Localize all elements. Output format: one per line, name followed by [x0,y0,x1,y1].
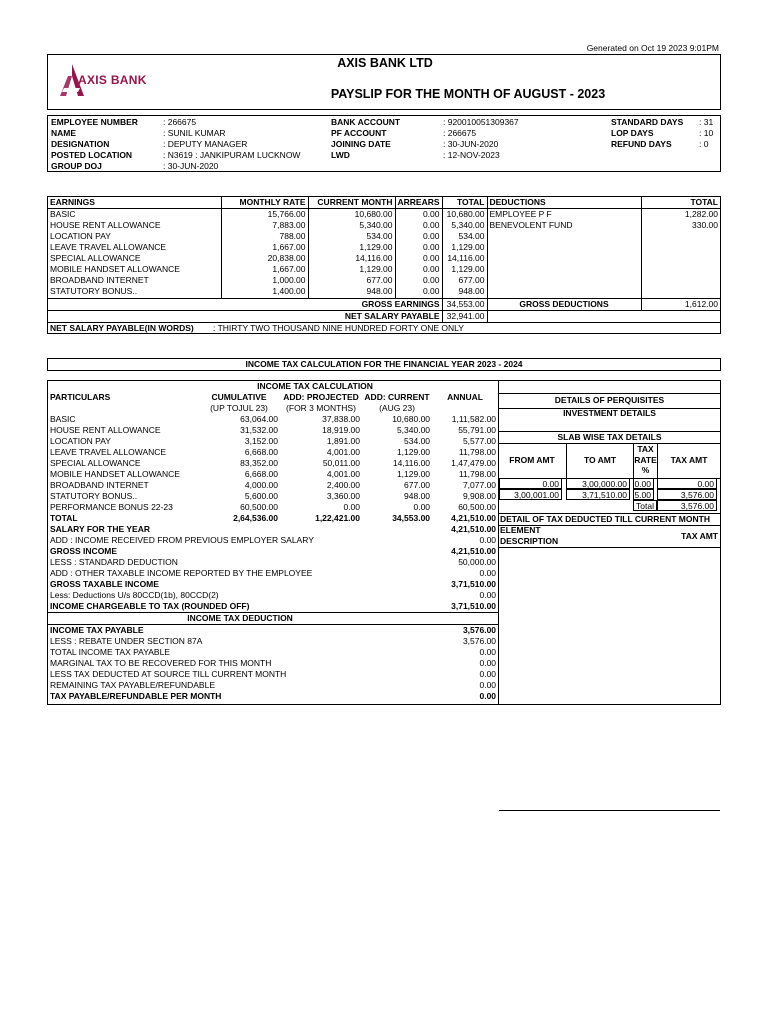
earnings-cell: BASIC [50,209,76,219]
tax-summary-row [48,568,498,579]
field-value: : 0 [699,139,709,149]
tax-summary-row-cell: ADD : INCOME RECEIVED FROM PREVIOUS EMPLOYER SALARY [50,535,314,545]
earnings-header: TOTAL [442,197,487,209]
slab-total-value: 3,576.00 [657,500,717,511]
earnings-cell [641,242,720,253]
tax-summary-row-cell: LESS : STANDARD DEDUCTION [50,557,178,567]
tax-summary-row [48,524,498,535]
net-words-label: NET SALARY PAYABLE(IN WORDS) [50,323,194,333]
tds-title: DETAIL OF TAX DEDUCTED TILL CURRENT MONTH [499,513,721,526]
tax-summary-row-cell: 4,21,510.00 [451,546,497,556]
earnings-cell: 1,129.00 [308,242,395,253]
earnings-cell: MOBILE HANDSET ALLOWANCE [50,264,180,274]
tax-deduction-row-cell: REMAINING TAX PAYABLE/REFUNDABLE [50,680,216,690]
tax-summary-row-cell: 3,71,510.00 [451,579,497,589]
earnings-cell: 10,680.00 [442,209,487,221]
earnings-cell [641,275,720,286]
earnings-cell: LOCATION PAY [50,231,111,241]
earnings-cell: 5,340.00 [442,220,487,231]
earnings-cell: 5,340.00 [308,220,395,231]
earnings-row [48,264,720,275]
tax-calc-row-cell: 2,400.00 [326,480,360,490]
tax-calc-row-cell: 1,47,479.00 [451,458,497,468]
earnings-deductions [47,196,721,334]
tax-deduction-row-cell: 0.00 [479,658,497,668]
earnings-cell [487,264,641,275]
earnings-cell [641,253,720,264]
earnings-header: TOTAL [641,197,720,209]
employee-field [611,117,713,128]
earnings-row [48,231,720,242]
earnings-cell: 15,766.00 [221,209,308,221]
tax-calc-row-cell: 83,352.00 [240,458,278,468]
field-value: : N3619 : JANKIPURAM LUCKNOW [163,150,301,160]
earnings-cell [487,275,641,286]
slab-cell: 3,00,000.00 [566,478,630,489]
tax-calc-row-cell: STATUTORY BONUS.. [50,491,138,501]
header-box [47,54,721,110]
tax-calc-row-cell: 3,152.00 [244,436,278,446]
field-label: JOINING DATE [331,139,391,149]
tax-deduction-row-cell: TOTAL INCOME TAX PAYABLE [50,647,170,657]
tax-calc-row-cell: MOBILE HANDSET ALLOWANCE [50,469,180,479]
earnings-cell: 0.00 [395,264,442,275]
employee-field [51,128,226,139]
earnings-cell: SPECIAL ALLOWANCE [50,253,141,263]
earnings-cell: 20,838.00 [221,253,308,264]
tax-summary-row [48,601,498,613]
field-label: STANDARD DAYS [611,117,684,127]
slab-header-cell: FROM AMT [509,455,555,465]
tax-calc-subheader-cell: (AUG 23) [379,403,415,413]
tax-calc-row-cell: 1,129.00 [396,447,431,457]
field-label: DESIGNATION [51,139,110,149]
earnings-cell: 1,667.00 [221,242,308,253]
tax-deduction-row-cell: INCOME TAX PAYABLE [50,625,144,635]
employee-field [331,150,500,161]
tax-deduction-row-cell: LESS : REBATE UNDER SECTION 87A [50,636,203,646]
earnings-cell [641,231,720,242]
earnings-cell: 788.00 [221,231,308,242]
tax-calc-header-cell: ANNUAL [447,392,483,402]
tax-calc-total-cell: TOTAL [50,513,78,523]
tax-calc-row [48,414,498,425]
earnings-header: ARREARS [395,197,442,209]
earnings-cell [641,264,720,275]
earnings-cell: 1,129.00 [308,264,395,275]
tax-calc-row-cell: 4,001.00 [326,447,360,457]
tax-calc-row-cell: SPECIAL ALLOWANCE [50,458,141,468]
tax-summary-row-cell: GROSS INCOME [50,546,118,556]
payslip-title: PAYSLIP FOR THE MONTH OF AUGUST - 2023 [330,87,606,101]
slab-total-label: Total [633,500,657,511]
earnings-cell: 0.00 [395,209,442,221]
tax-calc-header-cell: ADD: CURRENT [364,392,430,402]
field-label: REFUND DAYS [611,139,672,149]
right-panel [498,380,721,705]
tax-calc-total-cell: 4,21,510.00 [451,513,497,523]
tax-calc-row [48,491,498,502]
tax-deduction-title-cell [432,613,498,625]
earnings-cell: 14,116.00 [308,253,395,264]
tax-calc-subheader [48,403,498,414]
employee-field [51,139,247,150]
tax-calc-row-cell: 6,668.00 [244,447,278,457]
earnings-cell: BROADBAND INTERNET [50,275,149,285]
tax-deduction-row-cell: 0.00 [479,680,497,690]
earnings-row [48,209,720,221]
employee-field [51,161,218,172]
tax-calc-row [48,469,498,480]
earnings-cell: EMPLOYEE P F [487,209,641,221]
tax-summary-row-cell: 4,21,510.00 [451,524,497,534]
slab-cell: 3,576.00 [657,489,717,500]
tds-description: DESCRIPTION [500,536,559,546]
tax-deduction-title [48,613,498,625]
field-value: : 30-JUN-2020 [443,139,499,149]
tax-summary-row-cell: SALARY FOR THE YEAR [50,524,150,534]
tax-deduction-row [48,691,498,702]
tax-calc-row-cell: 0.00 [413,502,431,512]
tds-tax-amt: TAX AMT [681,531,718,541]
net-salary-words [48,323,720,335]
field-value: : 10 [699,128,714,138]
gross-earnings-label: GROSS EARNINGS [48,299,442,311]
field-value: : 266675 [443,128,477,138]
tax-summary-row-cell: 0.00 [479,535,497,545]
earnings-cell: 10,680.00 [308,209,395,221]
field-value: : 31 [699,117,714,127]
earnings-cell: 1,129.00 [442,242,487,253]
tax-summary-row-cell: Less: Deductions U/s 80CCD(1b), 80CCD(2) [50,590,219,600]
tax-calc-subheader-cell: (UP TOJUL 23) [210,403,268,413]
earnings-cell: 14,116.00 [442,253,487,264]
tax-calc-box [47,380,499,705]
tax-summary-row-cell: INCOME CHARGEABLE TO TAX (ROUNDED OFF) [50,601,250,611]
employee-field [611,128,713,139]
slab-header-cell: TAX AMT [657,444,720,478]
earnings-cell: 0.00 [395,275,442,286]
tax-calc-subheader-cell [48,403,198,414]
tax-calc-row-cell: 5,600.00 [244,491,278,501]
earnings-cell: 948.00 [442,286,487,297]
tax-deduction-row-cell: TAX PAYABLE/REFUNDABLE PER MONTH [50,691,222,701]
tax-deduction-row-cell: 0.00 [479,669,497,679]
earnings-cell: 1,667.00 [221,264,308,275]
tax-deduction-row [48,625,498,637]
net-words-value: : THIRTY TWO THOUSAND NINE HUNDRED FORTY ONE ONLY [213,323,464,333]
company-name: AXIS BANK LTD [337,56,433,70]
slab-header-cell: TO AMT [566,444,633,478]
field-label: EMPLOYEE NUMBER [51,117,138,127]
net-salary-label: NET SALARY PAYABLE [48,311,442,323]
tax-calc-header-cell: ADD: PROJECTED [283,392,359,402]
tax-summary-row [48,546,498,557]
earnings-cell [487,253,641,264]
employee-info [47,115,721,172]
earnings-cell [641,286,720,297]
field-label: GROUP DOJ [51,161,102,171]
earnings-cell: 0.00 [395,253,442,264]
tax-summary-row-cell: 50,000.00 [458,557,497,567]
tax-calc-row [48,447,498,458]
tax-deduction-row [48,636,498,647]
tax-calc-row-cell: 948.00 [404,491,431,501]
field-label: LWD [331,150,350,160]
net-salary-value: 32,941.00 [442,311,487,323]
investment-title: INVESTMENT DETAILS [563,408,656,418]
tax-calc-row-cell: 60,500.00 [458,502,497,512]
earnings-cell: 7,883.00 [221,220,308,231]
tax-calc-row-cell: 4,000.00 [244,480,278,490]
field-label: PF ACCOUNT [331,128,387,138]
tax-calc-subheader-cell [432,403,498,414]
tax-calc-row-cell: 10,680.00 [392,414,431,424]
tax-summary-row [48,535,498,546]
earnings-cell: 0.00 [395,220,442,231]
tax-calc-header-cell: PARTICULARS [50,392,111,402]
tax-calc-row-cell: 14,116.00 [392,458,431,468]
slab-title: SLAB WISE TAX DETAILS [499,431,720,443]
earnings-cell: STATUTORY BONUS.. [50,286,138,296]
tax-calc-title [48,381,498,392]
tax-calc-row-cell: 3,360.00 [326,491,360,501]
slab-row [499,478,720,489]
tax-summary-row [48,590,498,601]
tax-deduction-row-cell: 0.00 [479,647,497,657]
slab-cell: 3,00,001.00 [499,489,562,500]
earnings-cell: 1,129.00 [442,264,487,275]
tax-calc-total-cell: 2,64,536.00 [233,513,278,523]
tax-calc-row-cell: LEAVE TRAVEL ALLOWANCE [50,447,167,457]
field-label: POSTED LOCATION [51,150,133,160]
slab-header-cell: TAX RATE % [633,444,657,478]
tax-calc-row-cell: 9,908.00 [462,491,497,501]
tax-calc-header [48,392,498,403]
tax-calc-row-cell: 7,077.00 [462,480,497,490]
earnings-cell: 0.00 [395,231,442,242]
earnings-row [48,253,720,264]
tax-calc-row-cell: 534.00 [404,436,431,446]
tax-calc-header-cell: CUMULATIVE [211,392,267,402]
perquisites-title: DETAILS OF PERQUISITES [499,393,720,409]
tax-deduction-row [48,658,498,669]
employee-field [611,139,708,150]
tax-calc-row-cell: 5,577.00 [462,436,497,446]
tax-calc-row-cell: BROADBAND INTERNET [50,480,149,490]
tax-calc-row-cell: 4,001.00 [326,469,360,479]
slab-cell: 5.00 [633,489,654,500]
field-label: NAME [51,128,77,138]
employee-field [51,117,196,128]
tax-calc-row-cell: 0.00 [343,502,360,512]
earnings-cell: 534.00 [442,231,487,242]
earnings-cell: 948.00 [308,286,395,297]
slab-row [499,489,720,500]
field-value: : 920010051309367 [443,117,519,127]
slab-cell: 0.00 [657,478,717,489]
field-value: : 12-NOV-2023 [443,150,500,160]
tax-calc-row-cell: 60,500.00 [240,502,278,512]
tax-calc-row-cell: PERFORMANCE BONUS 22-23 [50,502,173,512]
slab-cell: 3,71,510.00 [566,489,630,500]
tds-element: ELEMENT [500,525,541,535]
earnings-table [48,197,720,334]
tax-calc-title-cell [432,381,498,392]
field-value: : DEPUTY MANAGER [163,139,248,149]
earnings-cell: 0.00 [395,286,442,297]
tax-calc-row [48,502,498,513]
tax-calc-row-cell: 37,838.00 [322,414,360,424]
tax-calc-row-cell: 31,532.00 [240,425,278,435]
tax-calc-total [48,513,498,524]
tax-summary-row-cell: GROSS TAXABLE INCOME [50,579,159,589]
earnings-cell [487,242,641,253]
tax-calc-row-cell: 5,340.00 [396,425,431,435]
tax-deduction-row [48,669,498,680]
earnings-row [48,275,720,286]
tax-summary-row-cell: ADD : OTHER TAXABLE INCOME REPORTED BY THE EMPLOYEE [50,568,313,578]
gross-deductions-value: 1,612.00 [641,299,720,311]
earnings-header: EARNINGS [48,197,221,209]
tax-deduction-row [48,647,498,658]
slab-cell: 0.00 [633,478,654,489]
tax-summary-row-cell: 0.00 [479,568,497,578]
earnings-row [48,242,720,253]
field-label: LOP DAYS [611,128,654,138]
earnings-header: CURRENT MONTH [308,197,395,209]
earnings-cell: 677.00 [442,275,487,286]
earnings-cell: HOUSE RENT ALLOWANCE [50,220,161,230]
tax-calc-row-cell: LOCATION PAY [50,436,111,446]
tax-deduction-row-cell: 0.00 [479,691,497,701]
earnings-cell: 1,000.00 [221,275,308,286]
tax-calc-row-cell: 63,064.00 [240,414,278,424]
tax-deduction-title-cell: INCOME TAX DEDUCTION [48,613,432,625]
tax-calc-row-cell: HOUSE RENT ALLOWANCE [50,425,161,435]
tax-calc-row-cell: BASIC [50,414,76,424]
slab-header [499,443,720,479]
tax-calc-title-cell: INCOME TAX CALCULATION [257,381,373,391]
tax-calc-row-cell: 11,798.00 [458,447,497,457]
tax-deduction-row [48,680,498,691]
employee-field [51,150,300,161]
earnings-header: MONTHLY RATE [221,197,308,209]
earnings-header: DEDUCTIONS [487,197,641,209]
earnings-cell: BENEVOLENT FUND [487,220,641,231]
generated-timestamp: Generated on Oct 19 2023 9:01PM [586,43,719,53]
tax-calc-row-cell: 1,891.00 [326,436,360,446]
earnings-row [48,286,720,297]
tax-calc-row-cell: 11,798.00 [458,469,497,479]
earnings-cell [487,231,641,242]
tax-calc-row [48,436,498,447]
earnings-cell [487,286,641,297]
earnings-cell: 677.00 [308,275,395,286]
tax-summary-row [48,579,498,590]
tax-calc-title-cell [48,381,198,392]
field-value: : 266675 [163,117,197,127]
earnings-cell: 1,282.00 [641,209,720,221]
tax-calc-total-cell: 34,553.00 [392,513,431,523]
employee-field [331,128,476,139]
tax-calc-row-cell: 677.00 [404,480,431,490]
tax-deduction-row-cell: 3,576.00 [462,625,497,635]
tax-calc-table [48,381,498,702]
tax-calc-subheader-cell: (FOR 3 MONTHS) [286,403,356,413]
field-value: : 30-JUN-2020 [163,161,219,171]
tax-calc-row [48,458,498,469]
tax-calc-row-cell: 1,11,582.00 [451,414,497,424]
tax-deduction-row-cell: MARGINAL TAX TO BE RECOVERED FOR THIS MONTH [50,658,272,668]
tax-calc-row-cell: 18,919.00 [322,425,360,435]
tax-deduction-row-cell: LESS TAX DEDUCTED AT SOURCE TILL CURRENT MONTH [50,669,287,679]
tax-calc-total-cell: 1,22,421.00 [315,513,360,523]
earnings-cell: 534.00 [308,231,395,242]
tax-summary-row-cell: 3,71,510.00 [451,601,497,611]
gross-deductions-label: GROSS DEDUCTIONS [487,299,641,311]
earnings-cell: 0.00 [395,242,442,253]
earnings-cell: LEAVE TRAVEL ALLOWANCE [50,242,167,252]
field-value: : SUNIL KUMAR [163,128,226,138]
tax-calc-row-cell: 55,791.00 [458,425,497,435]
employee-field [331,139,498,150]
earnings-cell: 330.00 [641,220,720,231]
tax-summary-row [48,557,498,568]
tax-deduction-row-cell: 3,576.00 [462,636,497,646]
logo-text: AXIS BANK [78,73,147,87]
tax-summary-row-cell: 0.00 [479,590,497,600]
employee-field [331,117,519,128]
gross-earnings-value: 34,553.00 [442,299,487,311]
field-label: BANK ACCOUNT [331,117,401,127]
earnings-cell: 1,400.00 [221,286,308,297]
tax-calc-row [48,425,498,436]
earnings-row [48,220,720,231]
tax-calc-row-cell: 6,668.00 [244,469,278,479]
tax-calc-row [48,480,498,491]
tax-calc-row-cell: 50,011.00 [322,458,360,468]
tax-banner: INCOME TAX CALCULATION FOR THE FINANCIAL YEAR 2023 - 2024 [47,358,721,371]
slab-cell: 0.00 [499,478,562,489]
tax-calc-row-cell: 1,129.00 [396,469,431,479]
